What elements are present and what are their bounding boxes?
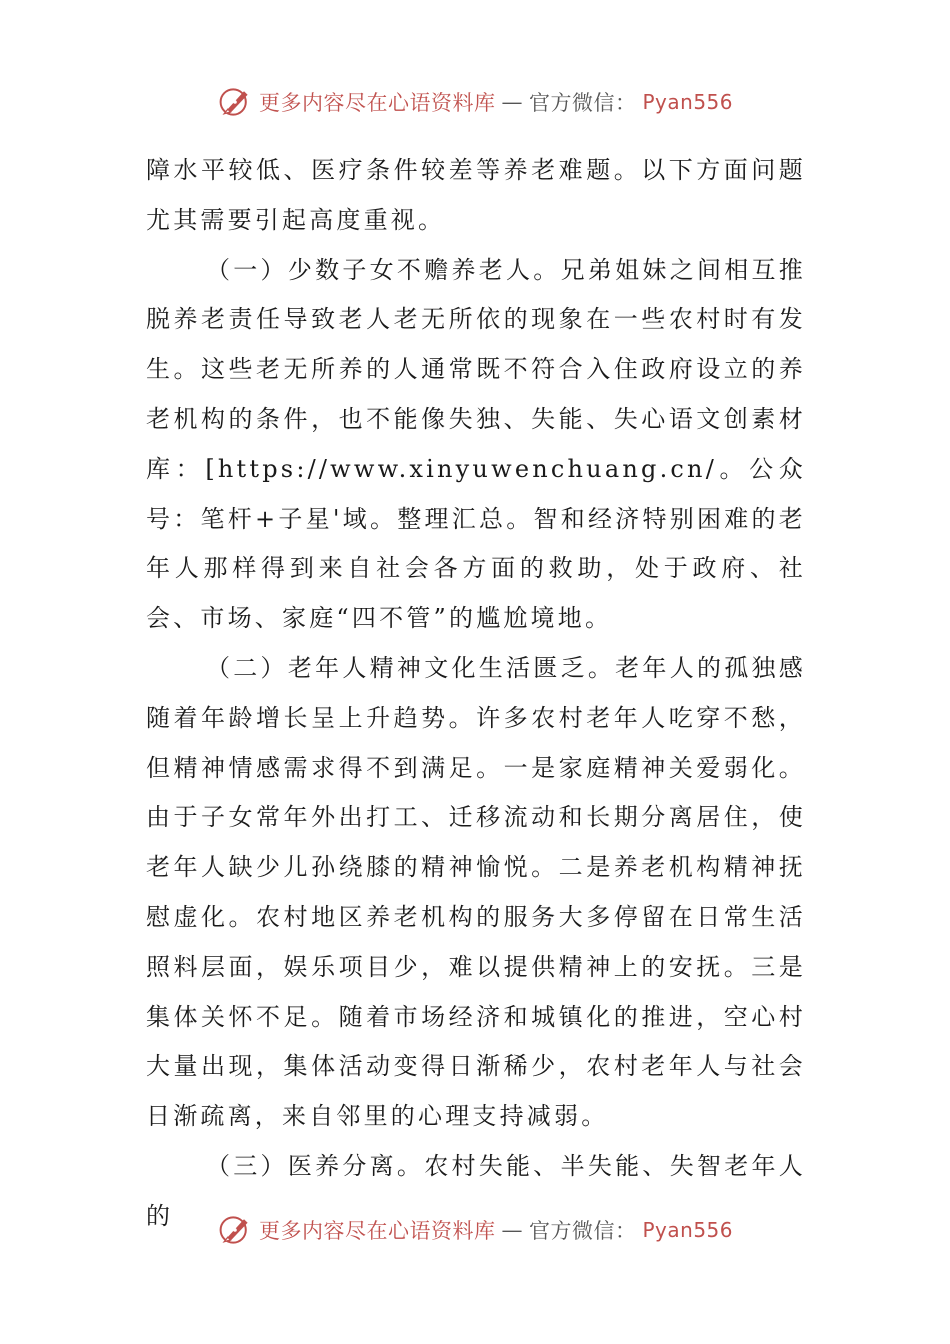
paragraph-continuation: 障水平较低、医疗条件较差等养老难题。以下方面问题尤其需要引起高度重视。	[146, 156, 806, 234]
paragraph-section-one: （一）少数子女不赡养老人。兄弟姐妹之间相互推脱养老责任导致老人老无所依的现象在一些农村时有发生。这些老无所养的人通常既不符合入住政府设立的养老机构的条件，也不能像失独、失能、失心语文创素材库：[https://www.xinyuwenchuang.cn/。公众号：笔杆+子星'域。整理汇总。智和经济特别困难的老年人那样得到来自社会各方面的救助，处于政府、社会、市场、家庭“四不管”的尴尬境地。	[146, 255, 806, 633]
paragraph-section-three: （三）医养分离。农村失能、半失能、失智老年人的	[146, 1151, 806, 1230]
banner-wechat-id: Pyan556	[642, 90, 733, 114]
banner-wechat-label: 官方微信：	[528, 91, 637, 115]
banner-wechat-id: Pyan556	[642, 1218, 733, 1242]
pen-nib-logo-icon	[217, 84, 253, 120]
banner-wechat-label: 官方微信：	[528, 1219, 637, 1243]
banner-separator: —	[501, 1218, 523, 1242]
document-body	[146, 146, 806, 1242]
footer-banner	[0, 1212, 950, 1248]
banner-title: 更多内容尽在心语资料库	[258, 91, 496, 115]
paragraph-section-two: （二）老年人精神文化生活匮乏。老年人的孤独感随着年龄增长呈上升趋势。许多农村老年人吃穿不愁，但精神情感需求得不到满足。一是家庭精神关爱弱化。由于子女常年外出打工、迁移流动和长期分离居住，使老年人缺少儿孙绕膝的精神愉悦。二是养老机构精神抚慰虚化。农村地区养老机构的服务大多停留在日常生活照料层面，娱乐项目少，难以提供精神上的安抚。三是集体关怀不足。随着市场经济和城镇化的推进，空心村大量出现，集体活动变得日渐稀少，农村老年人与社会日渐疏离，来自邻里的心理支持减弱。	[146, 653, 806, 1131]
banner-title: 更多内容尽在心语资料库	[258, 1219, 496, 1243]
header-banner	[0, 84, 950, 120]
banner-separator: —	[501, 90, 523, 114]
pen-nib-logo-icon	[217, 1212, 253, 1248]
